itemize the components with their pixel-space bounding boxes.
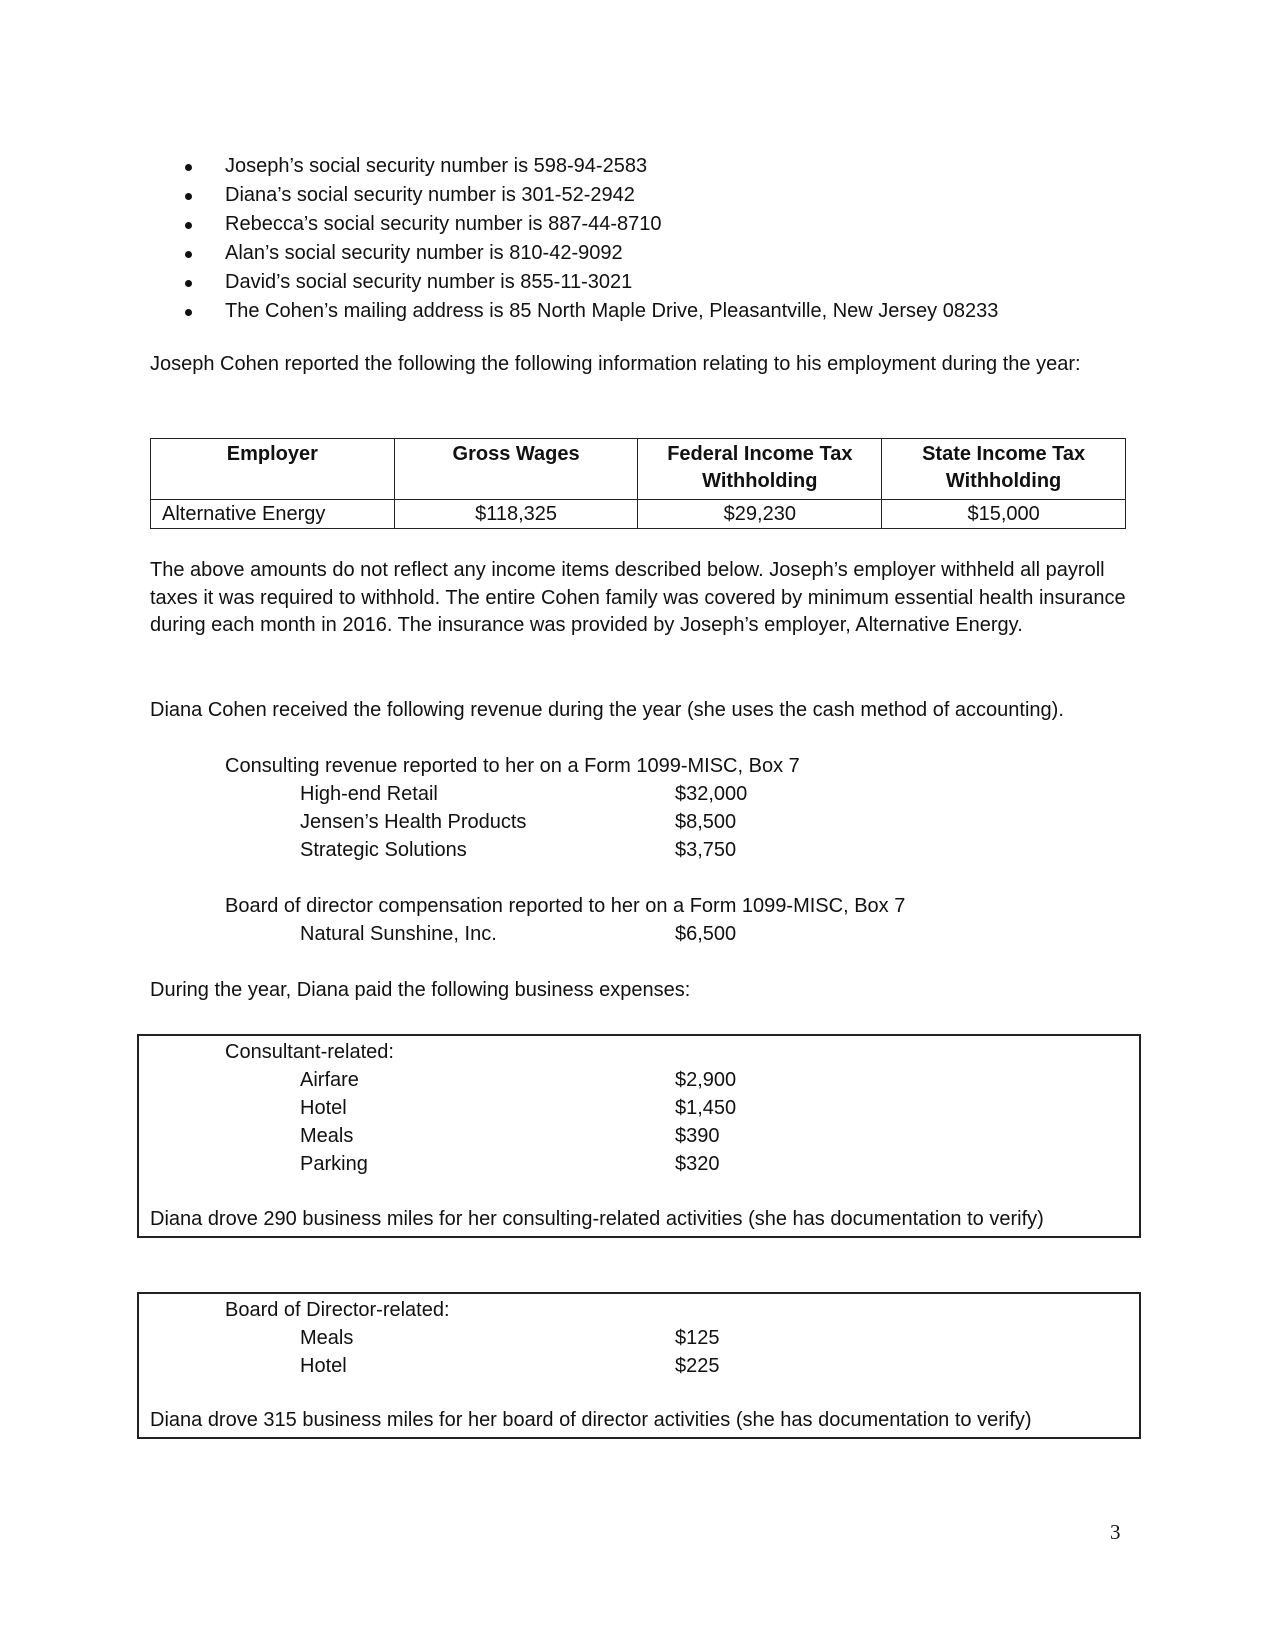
expense-item-amount: $225	[675, 1355, 720, 1377]
mileage-note: Diana drove 290 business miles for her consulting-related activities (she has documentation to verify)	[150, 1208, 1044, 1230]
board-compensation-heading: Board of director compensation reported to her on a Form 1099-MISC, Box 7	[225, 895, 906, 917]
expenses-intro: During the year, Diana paid the following business expenses:	[150, 979, 691, 1001]
column-header: Federal Income Tax Withholding	[638, 439, 882, 500]
expense-item-label: Meals	[300, 1327, 354, 1349]
table-cell: $118,325	[394, 500, 638, 529]
revenue-item-amount: $32,000	[675, 783, 748, 805]
employment-table	[150, 438, 1126, 529]
director-expenses-box	[137, 1292, 1141, 1439]
expense-item-amount: $390	[675, 1125, 720, 1147]
expense-item-amount: $125	[675, 1327, 720, 1349]
consulting-revenue-heading: Consulting revenue reported to her on a Form 1099-MISC, Box 7	[225, 755, 800, 777]
expense-item-amount: $2,900	[675, 1069, 737, 1091]
box-heading: Consultant-related:	[225, 1041, 394, 1063]
table-row	[151, 500, 1126, 529]
expense-item-label: Meals	[300, 1125, 354, 1147]
column-header: Employer	[151, 439, 395, 500]
table-cell: $15,000	[882, 500, 1126, 529]
expense-item-amount: $320	[675, 1153, 720, 1175]
list-item: Rebecca’s social security number is 887-44-8710	[150, 210, 998, 239]
expense-item-label: Parking	[300, 1153, 368, 1175]
revenue-item-amount: $3,750	[675, 839, 737, 861]
revenue-item-label: Natural Sunshine, Inc.	[300, 923, 497, 945]
consultant-expenses-box	[137, 1034, 1141, 1238]
withholding-notes-paragraph: The above amounts do not reflect any income items described below. Joseph’s employer withheld all payroll taxes it was required to withhold. The entire Cohen family was covered by minimum essential health insurance during each month in 2016. The insurance was provided by Joseph’s employer, Alternative Energy.	[150, 559, 1126, 636]
identity-bullet-list	[150, 152, 998, 326]
list-item: Diana’s social security number is 301-52-2942	[150, 181, 998, 210]
expense-item-amount: $1,450	[675, 1097, 737, 1119]
box-heading: Board of Director-related:	[225, 1299, 450, 1321]
revenue-item-amount: $6,500	[675, 923, 737, 945]
list-item: David’s social security number is 855-11-3021	[150, 268, 998, 297]
expense-item-label: Hotel	[300, 1355, 347, 1377]
list-item: The Cohen’s mailing address is 85 North Maple Drive, Pleasantville, New Jersey 08233	[150, 297, 998, 326]
joseph-employment-intro: Joseph Cohen reported the following the following information relating to his employment during the year:	[150, 353, 1081, 375]
table-cell: Alternative Energy	[151, 500, 395, 529]
column-header: State Income Tax Withholding	[882, 439, 1126, 500]
revenue-item-amount: $8,500	[675, 811, 737, 833]
diana-revenue-intro: Diana Cohen received the following revenue during the year (she uses the cash method of accounting).	[150, 699, 1064, 721]
mileage-note: Diana drove 315 business miles for her board of director activities (she has documentation to verify)	[150, 1409, 1032, 1431]
table-header-row	[151, 439, 1126, 500]
column-header: Gross Wages	[394, 439, 638, 500]
list-item: Alan’s social security number is 810-42-9092	[150, 239, 998, 268]
revenue-item-label: Jensen’s Health Products	[300, 811, 527, 833]
table-cell: $29,230	[638, 500, 882, 529]
page-number: 3	[1110, 1520, 1121, 1544]
revenue-item-label: High-end Retail	[300, 783, 438, 805]
expense-item-label: Airfare	[300, 1069, 359, 1091]
expense-item-label: Hotel	[300, 1097, 347, 1119]
revenue-item-label: Strategic Solutions	[300, 839, 467, 861]
list-item: Joseph’s social security number is 598-94-2583	[150, 152, 998, 181]
